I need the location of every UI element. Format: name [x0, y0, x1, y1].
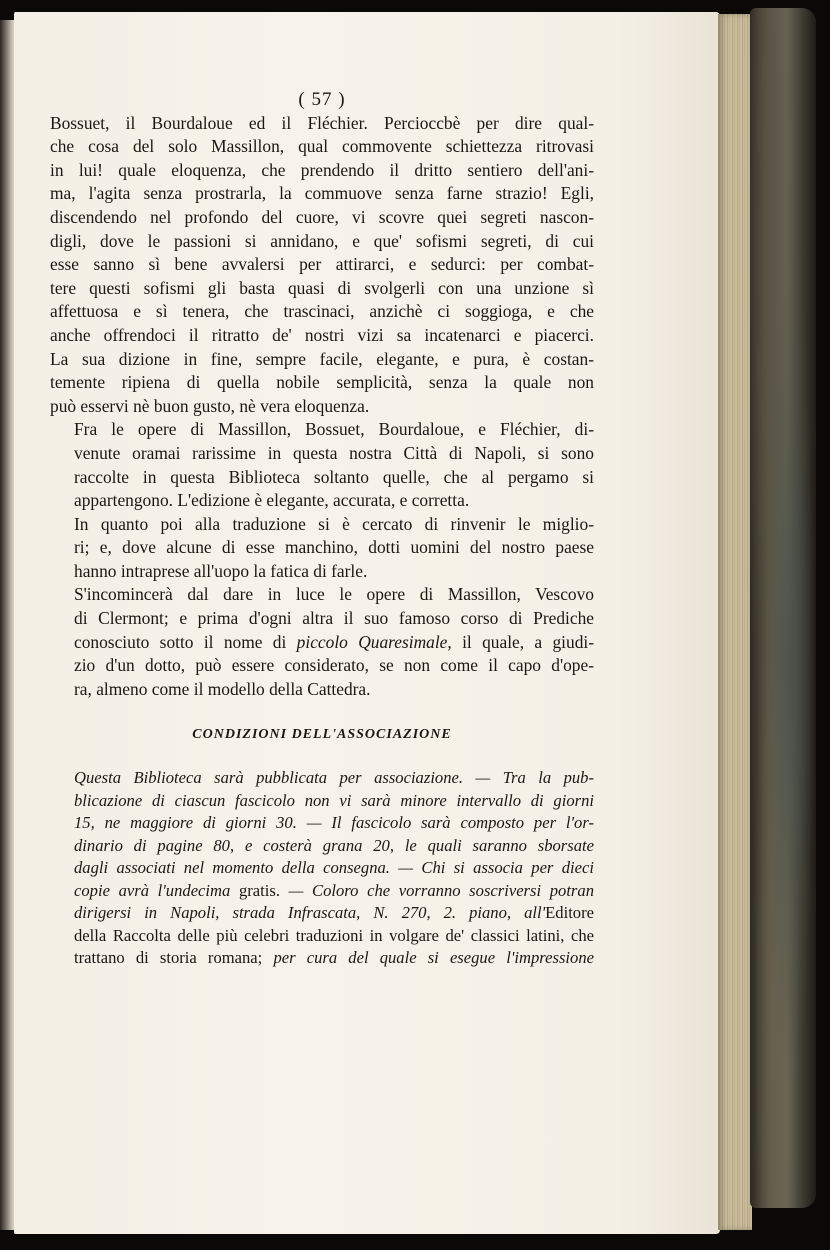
text-line: appartengono. L'edizione è elegante, accurata, e corretta.: [74, 490, 470, 511]
page-fore-edge: [718, 14, 752, 1230]
text-line: hanno intraprese all'uopo la fatica di farle.: [74, 560, 368, 581]
text-line: blicazione di ciascun fascicolo non vi sarà minore intervallo di giorni: [74, 790, 594, 810]
text-run: Editore: [545, 903, 594, 923]
text-run: il quale, a giudi-: [451, 631, 595, 652]
page-number: ( 57 ): [298, 89, 346, 110]
conditions-paragraph: [50, 767, 594, 970]
text-line: zio d'un dotto, può essere considerato, se non come il capo d'ope-: [74, 655, 594, 676]
text-run: — Coloro che vorranno soscriversi potran: [279, 880, 594, 900]
text-line: [50, 902, 594, 925]
text-line: [50, 880, 594, 903]
text-run: dirigersi in Napoli, strada Infrascata, N. 270, 2. piano, all': [74, 903, 546, 923]
paragraph: [50, 513, 594, 584]
text-line: della Raccolta delle più celebri traduzioni in volgare de' classici latini, che: [74, 925, 594, 945]
body-paragraphs: [50, 112, 594, 584]
text-line: digli, dove le passioni si annidano, e que' sofismi segreti, di cui: [50, 230, 594, 251]
text-run: conosciuto sotto il nome di: [74, 631, 297, 652]
text-line: Questa Biblioteca sarà pubblicata per associazione. — Tra la pub-: [74, 768, 594, 788]
text-line: ra, almeno come il modello della Cattedra.: [74, 678, 371, 699]
text-line: [50, 947, 594, 970]
text-line: affettuosa e sì tenera, che trascinaci, anzichè ci soggioga, e che: [50, 301, 594, 322]
text-run: copie avrà l'undecima: [74, 880, 239, 900]
paragraph-massillon-edition: [50, 583, 594, 701]
text-run: trattano di storia romana;: [74, 948, 274, 968]
text-line: venute oramai rarissime in questa nostra Città di Napoli, si sono: [74, 442, 594, 463]
text-line: discendendo nel profondo del cuore, vi scovre quei segreti nascon-: [50, 206, 594, 227]
text-line: esse sanno sì bene avvalersi per attirarci, e sedurci: per combat-: [50, 254, 594, 275]
text-line: Bossuet, il Bourdaloue ed il Fléchier. Percioccbè per dire qual-: [50, 112, 594, 133]
page-text: [50, 88, 594, 970]
text-line: temente ripiena di quella nobile semplicità, senza la quale non: [50, 372, 594, 393]
text-line: [50, 631, 594, 655]
text-line: ma, l'agita senza prostrarla, la commuove senza farne strazio! Egli,: [50, 183, 594, 204]
text-line: ri; e, dove alcune di esse manchino, dotti uomini del nostro paese: [74, 537, 594, 558]
text-line: dinario di pagine 80, e costerà grana 20, le quali saranno sborsate: [74, 835, 594, 855]
text-line: Fra le opere di Massillon, Bossuet, Bourdaloue, e Fléchier, di-: [74, 419, 594, 440]
text-run: gratis.: [238, 880, 280, 900]
text-line: tere questi sofismi gli basta quasi di svolgerli con una unzione sì: [50, 277, 594, 298]
text-line: anche offrendoci il ritratto de' nostri vizi sa incatenarci e piacerci.: [50, 324, 594, 345]
text-line: dagli associati nel momento della consegna. — Chi si associa per dieci: [74, 858, 594, 878]
text-line: La sua dizione in fine, sempre facile, elegante, e pura, è costan-: [50, 348, 594, 369]
text-line: S'incomincerà dal dare in luce le opere di Massillon, Vescovo: [74, 584, 594, 605]
text-line: In quanto poi alla traduzione si è cercato di rinvenir le miglio-: [74, 513, 594, 534]
paragraph: [50, 418, 594, 512]
italic-title: piccolo Quaresimale,: [296, 631, 452, 652]
conditions-heading: CONDIZIONI DELL'ASSOCIAZIONE: [192, 727, 452, 743]
text-run: per cura del quale si esegue l'impressione: [273, 948, 594, 968]
text-line: può esservi nè buon gusto, nè vera eloquenza.: [50, 395, 370, 416]
text-line: in lui! quale eloquenza, che prendendo il dritto sentiero dell'ani-: [50, 159, 594, 180]
paragraph: [50, 112, 594, 419]
book-spine: [750, 8, 816, 1208]
text-line: 15, ne maggiore di giorni 30. — Il fascicolo sarà composto per l'or-: [74, 813, 594, 833]
text-line: di Clermont; e prima d'ogni altra il suo famoso corso di Prediche: [74, 608, 594, 629]
text-line: che cosa del solo Massillon, qual commovente schiettezza ritrovasi: [50, 136, 594, 157]
text-line: raccolte in questa Biblioteca soltanto quelle, che al pergamo si: [74, 466, 594, 487]
